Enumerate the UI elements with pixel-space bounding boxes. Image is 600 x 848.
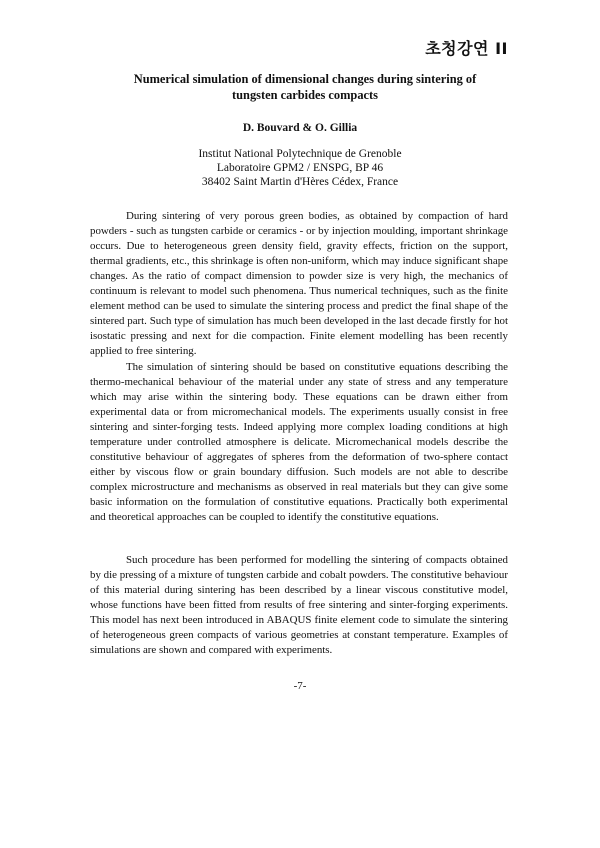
affiliation-line-1: Institut National Polytechnique de Grenoble xyxy=(198,148,402,160)
affiliation-line-3: 38402 Saint Martin d'Hères Cédex, France xyxy=(201,176,399,188)
abstract-paragraph-1 xyxy=(90,209,508,359)
title-line-2: tungsten carbides compacts xyxy=(232,88,378,102)
paragraph-text: During sintering of very porous green bodies, as obtained by compaction of hard powders - such as tungsten carbide or ceramics - or by injection moulding, important shrinkage occurs. Due to heterogeneous green density field, gravity effects, friction on the support, thermal gradients, etc., this shrinkage is often non-uniform, which may induce significant shape changes. As the ratio of compact dimension to powder size is very high, the mechanics of continuum is relevant to model such phenomena. Thus numerical techniques, such as the finite element method can be used to simulate the sintering process and predict the final shape of the sintered part. Such type of simulation has much been developed in the last decade firstly for hot isostatic pressing and next for die compaction. Finite element modelling has been recently applied to free sintering. xyxy=(90,210,508,358)
session-label: 초청강연 II xyxy=(425,39,508,58)
page-number: -7- xyxy=(293,680,307,692)
affiliation-line-2: Laboratoire GPM2 / ENSPG, BP 46 xyxy=(216,162,384,174)
paper-title xyxy=(70,71,540,103)
paragraph-text: The simulation of sintering should be based on constitutive equations describing the thermo-mechanical behaviour of the material under any state of stress and any temperature which may arise within the sintering body. These equations can be drawn either from experimental data or from micromechanical models. The experiments usually consist in free sintering and sinter-forging tests. Indeed applying more complex loading conditions at high temperature under controlled atmosphere is delicate. Micromechanical models describe the constitutive behaviour of aggregates of spheres from the deformation of two-sphere contact either by viscous flow or grain boundary diffusion. Such models are not able to describe complex microstructure and mechanisms as observed in real materials but they can give some basic information on the formulation of constitutive equations. Practically both experimental and theoretical approaches can be coupled to identify the constitutive equations. xyxy=(90,361,508,524)
paragraph-text: Such procedure has been performed for modelling the sintering of compacts obtained by die pressing of a mixture of tungsten carbide and cobalt powders. The constitutive behaviour of this material during sintering has been described by a linear viscous constitutive model, whose functions have been fitted from results of free sintering and sinter-forging experiments. This model has next been introduced in ABAQUS finite element code to simulate the sintering of heterogeneous green compacts of various geometries at constant temperature. Examples of simulations are shown and compared with experiments. xyxy=(90,554,508,657)
abstract-paragraph-2 xyxy=(90,360,508,526)
authors: D. Bouvard & O. Gillia xyxy=(242,122,358,134)
abstract-paragraph-3 xyxy=(90,553,508,658)
title-line-1: Numerical simulation of dimensional changes during sintering of xyxy=(133,72,477,86)
affiliation xyxy=(0,147,600,189)
